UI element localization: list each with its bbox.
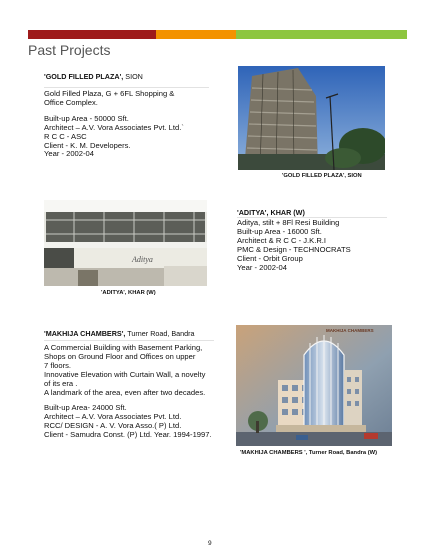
page-number: 9 (208, 540, 212, 547)
header-bar-green (236, 30, 407, 39)
divider (44, 87, 209, 88)
project-heading-gold-filled-plaza: 'GOLD FILLED PLAZA', SION (44, 72, 143, 81)
caption-gold-filled-plaza: 'GOLD FILLED PLAZA', SION (282, 173, 362, 179)
divider (44, 340, 214, 341)
header-bar-orange (156, 30, 236, 39)
project-heading-makhija-chambers: 'MAKHIJA CHAMBERS', Turner Road, Bandra (44, 329, 195, 338)
photo-gold-filled-plaza (238, 66, 385, 170)
header-bar-red (28, 30, 156, 39)
caption-makhija-chambers: 'MAKHIJA CHAMBERS ', Turner Road, Bandra (W) (240, 450, 378, 456)
page-title: Past Projects (28, 42, 111, 58)
caption-aditya: 'ADITYA', KHAR (W) (101, 290, 156, 296)
aditya-sign: Aditya (132, 255, 153, 264)
photo-makhija-chambers (236, 325, 392, 446)
project-details-aditya: Aditya, stilt + 8Fl Resi Building Built-up Area - 16000 Sft. Architect & R C C - J.K.R.I PMC & Design - TECHNOCRATS Client - Orbit Group Year - 2002-04 (237, 218, 351, 272)
makhija-sign: MAKHIJA CHAMBERS (326, 328, 374, 333)
project-details-gold-filled-plaza: Gold Filled Plaza, G + 6FL Shopping & Office Complex. Built-up Area - 50000 Sft. Architect – A.V. Vora Associates Pvt. Ltd.` R C C - ASC Client - K. M. Developers. Year - 2002-04 (44, 89, 184, 159)
project-details-makhija-chambers: A Commercial Building with Basement Parking, Shops on Ground Floor and Offices on upper 7 floors. Innovative Elevation with Curtain Wall, a novelty of its era . A landmark of the area, even after two decades. Built-up Area- 24000 Sft. Architect – A.V. Vora Associates Pvt. Ltd. RCC/ DESIGN - A. V. Vora Asso.( P) Ltd. Client - Samudra Const. (P) Ltd. Year. 1994-1997. (44, 343, 212, 440)
project-heading-aditya: 'ADITYA', KHAR (W) (237, 208, 305, 217)
photo-aditya (44, 200, 207, 286)
